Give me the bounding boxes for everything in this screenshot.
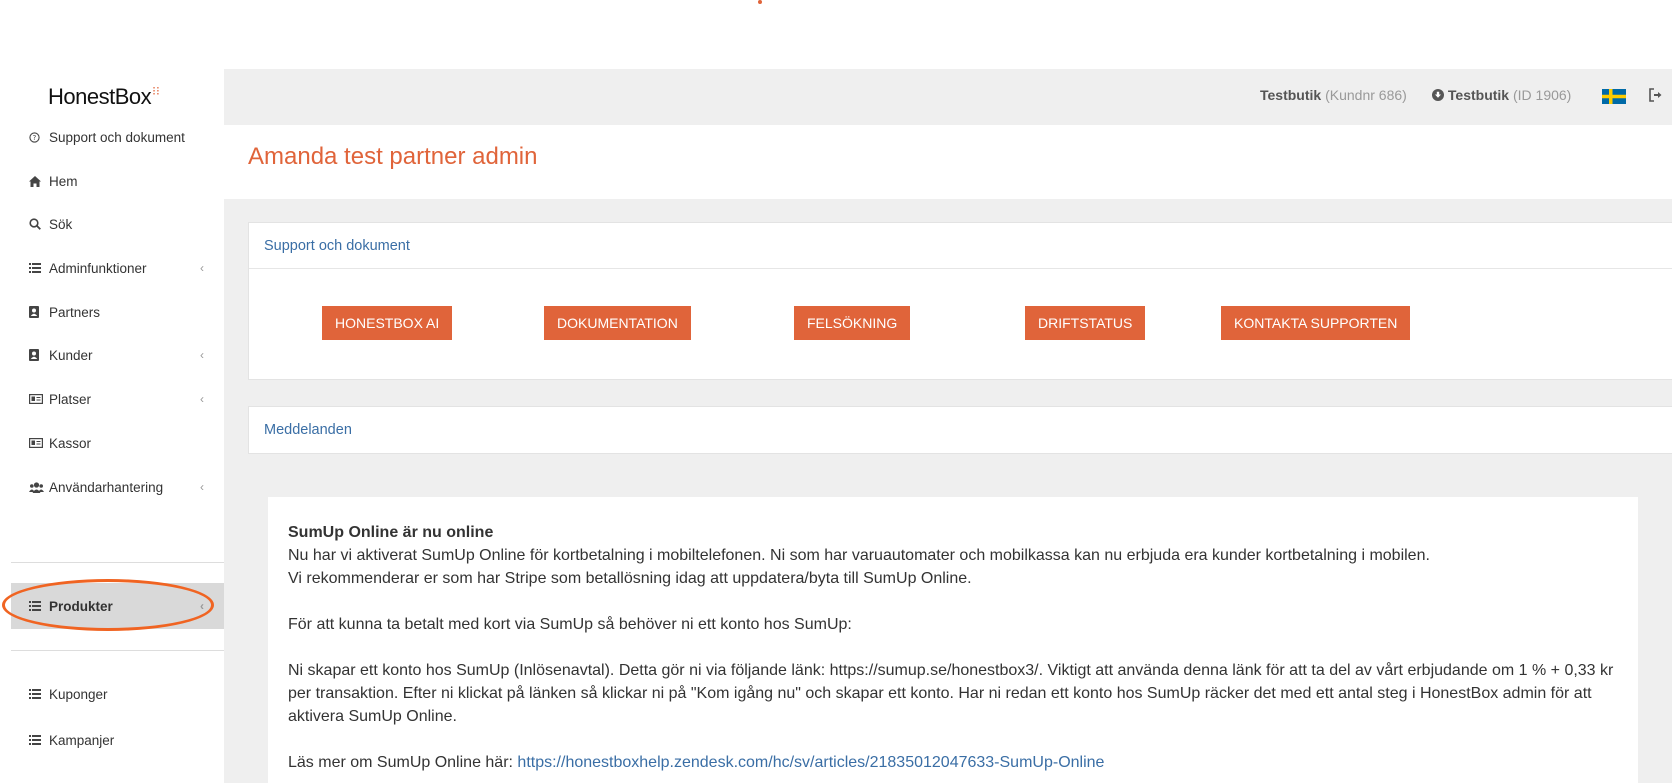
dokumentation-button[interactable]: DOKUMENTATION [544,306,691,340]
sidebar-item-sok[interactable] [11,201,224,247]
sumup-online-link[interactable]: https://honestboxhelp.zendesk.com/hc/sv/articles/21835012047633-SumUp-Online [517,754,1105,771]
message-heading: SumUp Online är nu online [288,524,494,541]
chevron-left-icon: ‹ [200,599,204,613]
sidebar-item-label: Adminfunktioner [49,260,147,276]
message-text: Ni skapar ett konto hos SumUp (Inlösenavtal). Detta gör ni via följande länk: https://sumup.se/honestbox3/. Viktigt att använda denna länk för att ta del av vårt erbjudande om 1 % + 0,33 kr per transaktion. Efter ni klickat på länken så klickar ni på "Kom igång nu" och skapar ett konto. Har ni redan ett konto hos SumUp räcker det med ett antal steg i HonestBox admin för att aktivera SumUp Online. [288,662,1614,725]
chevron-left-icon: ‹ [200,261,204,275]
id-card-icon [29,394,49,404]
message-text: Vi rekommenderar er som har Stripe som betallösning idag att uppdatera/byta till SumUp Online. [288,570,972,587]
list-icon [29,735,49,745]
sidebar-item-label: Hem [49,173,78,189]
logo-dots-icon: ⁝⁝ [152,84,160,98]
sidebar-item-label: Kuponger [49,686,108,702]
sidebar-item-kampanjer[interactable] [11,717,224,763]
list-icon [29,689,49,699]
home-icon [29,176,49,187]
sidebar-item-anvandarhantering[interactable] [11,464,224,510]
sidebar-item-label: Kampanjer [49,732,115,748]
sidebar-item-label: Kunder [49,347,93,363]
sidebar-item-support[interactable] [11,114,224,160]
support-panel-title: Support och dokument [249,223,1672,269]
store-id: (ID 1906) [1512,87,1572,103]
brand-name: HonestBox [48,84,152,109]
sidebar-item-kuponger[interactable] [11,671,224,717]
messages-panel-title: Meddelanden [264,422,352,438]
sidebar-item-label: Support och dokument [49,129,185,145]
store-name: Testbutik [1447,87,1510,103]
sidebar-item-label: Kassor [49,435,92,451]
contact-book-icon [29,306,49,318]
sidebar-item-produkter[interactable] [11,583,224,629]
page-header [224,125,1672,199]
sidebar-divider [11,650,224,651]
svg-text:?: ? [32,133,37,142]
message-text: Nu har vi aktiverat SumUp Online för kortbetalning i mobiltelefonen. Ni som har varuautomater och mobilkassa kan nu erbjuda era kunder kortbetalning i mobilen. [288,547,1430,564]
honestbox-ai-button[interactable]: HONESTBOX AI [322,306,452,340]
search-icon [29,218,49,230]
sidebar-item-label: Användarhantering [49,479,164,495]
driftstatus-button[interactable]: DRIFTSTATUS [1025,306,1145,340]
sidebar-item-partners[interactable] [11,289,224,335]
top-bar [224,69,1672,125]
chevron-left-icon: ‹ [200,392,204,406]
sidebar-item-label: Platser [49,391,92,407]
list-icon [29,263,49,273]
support-panel [248,222,1672,380]
sidebar-divider [11,562,224,563]
felsokning-button[interactable]: FELSÖKNING [794,306,910,340]
sidebar-item-kassor[interactable] [11,420,224,466]
question-circle-icon [29,132,49,143]
sidebar-item-label: Partners [49,304,101,320]
chevron-left-icon: ‹ [200,480,204,494]
brand-logo[interactable] [48,84,160,110]
swedish-flag-icon[interactable] [1602,89,1626,109]
read-more-line [288,751,1618,774]
contact-book-icon [29,349,49,361]
id-card-icon [29,438,49,448]
message-card [268,497,1638,783]
list-icon [29,601,49,611]
customer-id: (Kundnr 686) [1325,87,1407,103]
message-text: För att kunna ta betalt med kort via SumUp så behöver ni ett konto hos SumUp: [288,616,852,633]
messages-panel [248,406,1672,454]
sidebar-item-platser[interactable] [11,376,224,422]
sidebar-item-kunder[interactable] [11,332,224,378]
read-more-prefix: Läs mer om SumUp Online här: [288,754,518,771]
kontakta-supporten-button[interactable]: KONTAKTA SUPPORTEN [1221,306,1410,340]
store-selector[interactable] [1432,87,1571,104]
top-indicator-dot [758,0,762,4]
arrow-circle-down-icon [1432,88,1444,104]
sidebar-item-hem[interactable] [11,158,224,204]
sidebar-item-label: Produkter [49,598,113,614]
chevron-left-icon: ‹ [200,348,204,362]
sign-out-icon[interactable] [1649,88,1663,107]
sidebar-item-adminfunktioner[interactable] [11,245,224,291]
customer-name: Testbutik [1260,87,1322,103]
sidebar-item-label: Sök [49,216,73,232]
customer-info[interactable] [1260,87,1407,103]
page-title: Amanda test partner admin [248,143,538,170]
users-icon [29,482,49,493]
